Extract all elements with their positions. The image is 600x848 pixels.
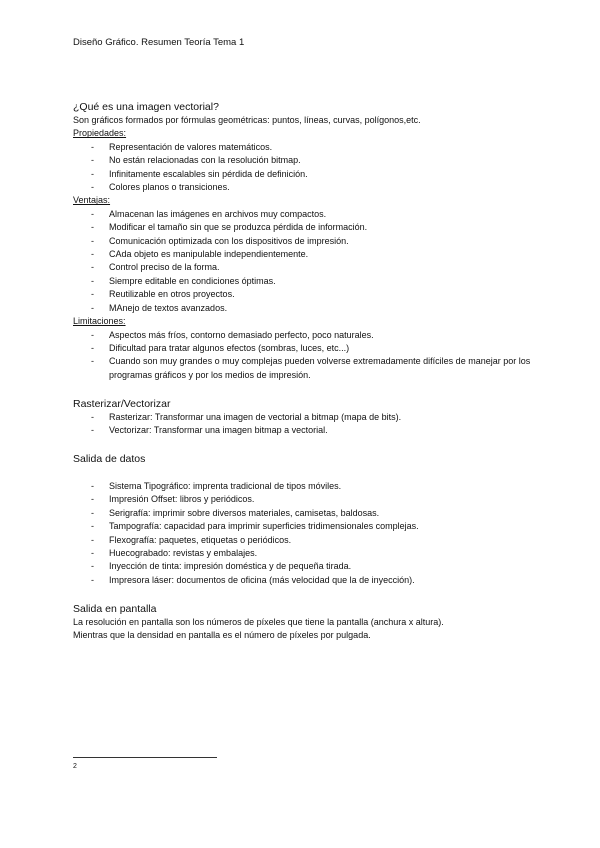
salida-datos-section (73, 452, 533, 466)
list-item: - Inyección de tinta: impresión doméstica y de pequeña tirada. (73, 560, 533, 573)
list-item: - Aspectos más fríos, contorno demasiado perfecto, poco naturales. (73, 329, 533, 342)
list-item: - Vectorizar: Transformar una imagen bitmap a vectorial. (73, 424, 533, 437)
salida-datos-list (73, 480, 533, 587)
list-item: - Reutilizable en otros proyectos. (73, 288, 533, 301)
page-number: 2 (73, 763, 77, 770)
salida-pantalla-section (73, 602, 533, 643)
salida-pantalla-title: Salida en pantalla (73, 603, 157, 615)
propiedades-list (73, 141, 533, 195)
list-item: - Sistema Tipográfico: imprenta tradicional de tipos móviles. (73, 480, 533, 493)
list-item: - Infinitamente escalables sin pérdida de definición. (73, 168, 533, 181)
rasterizar-title: Rasterizar/Vectorizar (73, 398, 171, 410)
rasterizar-list (73, 411, 533, 438)
list-item: - Modificar el tamaño sin que se produzca pérdida de información. (73, 221, 533, 234)
list-item: - Cuando son muy grandes o muy complejas pueden volverse extremadamente difíciles de manejar por los programas gráficos y por los medios de impresión. (73, 355, 533, 382)
footnote-divider (73, 757, 217, 758)
ventajas-list (73, 208, 533, 315)
salida-pantalla-p1: La resolución en pantalla son los números de píxeles que tiene la pantalla (anchura x altura). (73, 617, 444, 627)
list-item: - Flexografía: paquetes, etiquetas o periódicos. (73, 534, 533, 547)
limitaciones-list (73, 329, 533, 383)
list-item: - Comunicación optimizada con los dispositivos de impresión. (73, 235, 533, 248)
vector-intro: Son gráficos formados por fórmulas geométricas: puntos, líneas, curvas, polígonos,etc. (73, 115, 421, 125)
salida-pantalla-p2: Mientras que la densidad en pantalla es el número de píxeles por pulgada. (73, 630, 371, 641)
propiedades-heading: Propiedades: (73, 128, 127, 139)
vector-section (73, 100, 533, 382)
list-item: - Colores planos o transiciones. (73, 181, 533, 194)
list-item: - Serigrafía: imprimir sobre diversos materiales, camisetas, baldosas. (73, 507, 533, 520)
salida-datos-list-block (73, 480, 533, 587)
running-header: Diseño Gráfico. Resumen Teoría Tema 1 (73, 37, 245, 48)
list-item: - MAnejo de textos avanzados. (73, 302, 533, 315)
list-item: - Impresora láser: documentos de oficina (más velocidad que la de inyección). (73, 574, 533, 587)
list-item: - Rasterizar: Transformar una imagen de vectorial a bitmap (mapa de bits). (73, 411, 533, 424)
rasterizar-section (73, 397, 533, 438)
list-item: - Representación de valores matemáticos. (73, 141, 533, 154)
list-item: - Dificultad para tratar algunos efectos (sombras, luces, etc...) (73, 342, 533, 355)
list-item: - Impresión Offset: libros y periódicos. (73, 493, 533, 506)
list-item: - CAda objeto es manipulable independientemente. (73, 248, 533, 261)
list-item: - No están relacionadas con la resolución bitmap. (73, 154, 533, 167)
list-item: - Control preciso de la forma. (73, 261, 533, 274)
list-item: - Huecograbado: revistas y embalajes. (73, 547, 533, 560)
ventajas-heading: Ventajas: (73, 195, 111, 206)
list-item: - Siempre editable en condiciones óptimas. (73, 275, 533, 288)
vector-title: ¿Qué es una imagen vectorial? (73, 101, 219, 113)
list-item: - Tampografía: capacidad para imprimir superficies tridimensionales complejas. (73, 520, 533, 533)
list-item: - Almacenan las imágenes en archivos muy compactos. (73, 208, 533, 221)
salida-datos-title: Salida de datos (73, 453, 146, 465)
limitaciones-heading: Limitaciones: (73, 316, 126, 327)
